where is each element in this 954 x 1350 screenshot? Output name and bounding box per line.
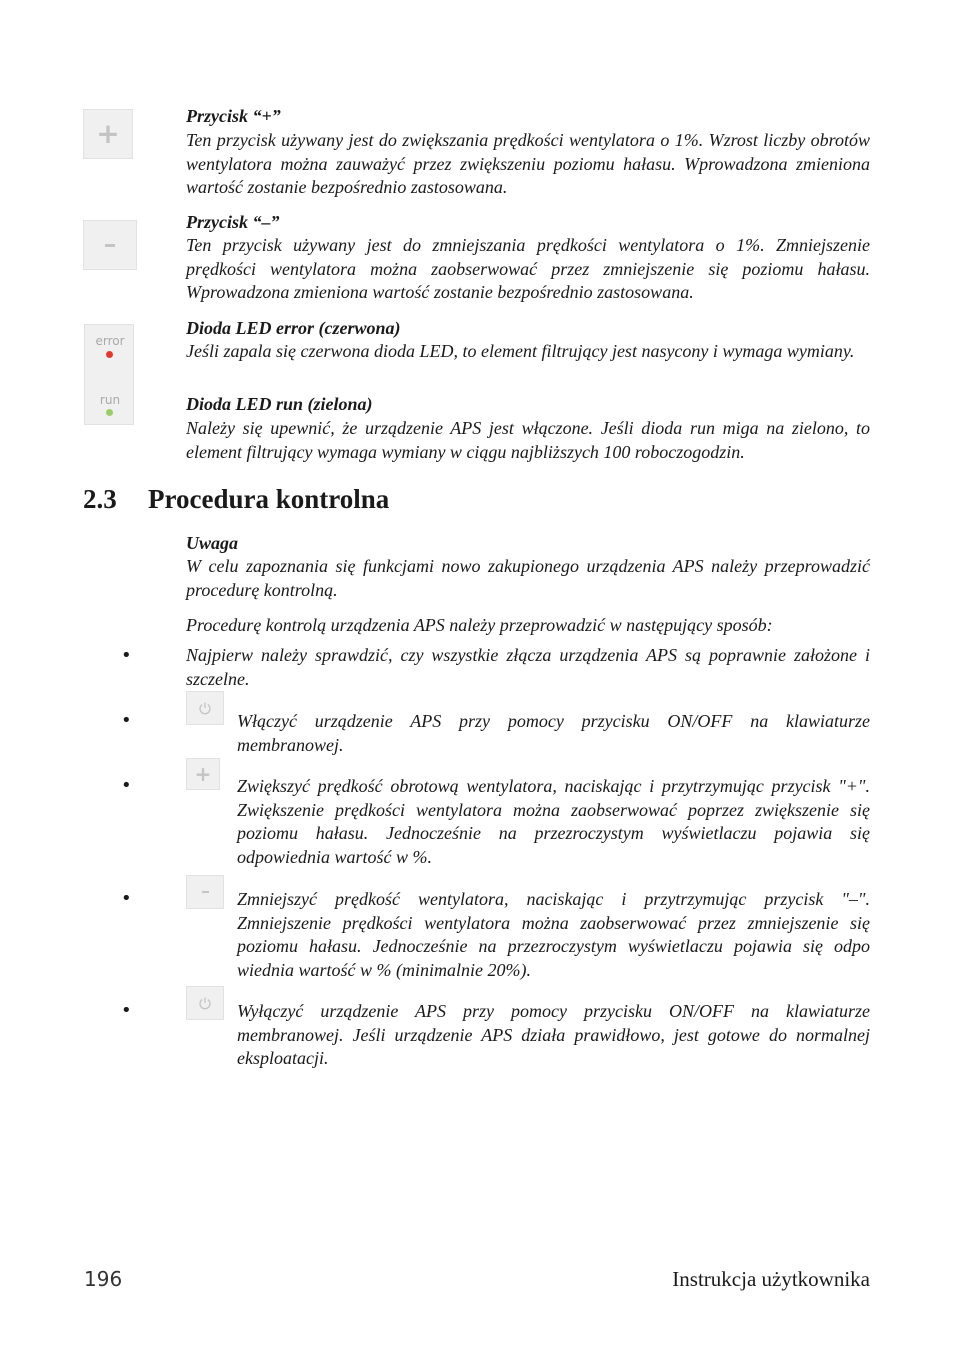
plus-item-title: Przycisk “+” bbox=[186, 106, 281, 126]
step-bullet: • bbox=[121, 710, 132, 731]
led-error-label: error bbox=[95, 334, 125, 348]
minus-item-body: Ten przycisk używany jest do zmniejszania prędkości wentylatora o 1%. Zmniejszenie prędkości wentylatora można zaobserwować przez zmniejszenie się poziomu hałasu. Wprowadzona zmieniona wartość zostanie bezpośrednio zastosowana. bbox=[186, 235, 870, 302]
plus-button-image bbox=[186, 758, 220, 790]
procedure-intro: Procedurę kontrolą urządzenia APS należy przeprowadzić w następujący sposób: bbox=[186, 615, 773, 635]
section-title: Procedura kontrolna bbox=[148, 484, 390, 514]
note-body: W celu zapoznania się funkcjami nowo zakupionego urządzenia APS należy przeprowadzić procedurę kontrolną. bbox=[186, 556, 870, 600]
minus-button-image bbox=[83, 220, 137, 270]
section-number: 2.3 bbox=[83, 484, 117, 514]
note-title: Uwaga bbox=[186, 533, 239, 553]
power-icon bbox=[198, 996, 212, 1010]
led-panel-image bbox=[84, 324, 134, 425]
plus-button-image bbox=[83, 109, 133, 159]
plus-icon: + bbox=[194, 762, 212, 786]
minus-icon bbox=[105, 244, 115, 247]
led-run-dot bbox=[106, 409, 113, 416]
led-run-item-title: Dioda LED run (zielona) bbox=[186, 394, 373, 414]
plus-item-body: Ten przycisk używany jest do zwiększania prędkości wentylatora o 1%. Wzrost liczby obrotów wentylatora można zauważyć przez zwiększeniu poziomu hałasu. Wprowadzona zmieniona wartość zostanie bezpośrednio zastosowana. bbox=[186, 130, 870, 197]
power-button-image bbox=[186, 986, 224, 1020]
step-bullet: • bbox=[121, 645, 132, 666]
led-error-dot bbox=[106, 351, 113, 358]
minus-item-title: Przycisk “–” bbox=[186, 212, 280, 232]
power-icon bbox=[198, 701, 212, 715]
step-bullet: • bbox=[121, 888, 132, 909]
step-bullet: • bbox=[121, 775, 132, 796]
plus-icon: + bbox=[96, 117, 120, 150]
step-4-text: Zmniejszyć prędkość wentylatora, naciskając i przytrzymując przycisk "–". Zmniejszenie prędkości wentylatora można zaobserwować przez zmniejszenie się poziomu hałasu. Jednocześnie na przezroczystym wyświetlaczu pojawia się odpo wiednia wartość w % (minimalnie 20%). bbox=[237, 889, 870, 980]
led-run-item-body: Należy się upewnić, że urządzenie APS jest włączone. Jeśli dioda run miga na zielono, to element filtrujący wymaga wymiany w ciągu najbliższych 100 roboczogodzin. bbox=[186, 418, 870, 462]
power-button-image bbox=[186, 691, 224, 725]
step-2-text: Włączyć urządzenie APS przy pomocy przycisku ON/OFF na klawiaturze membranowej. bbox=[237, 711, 870, 755]
minus-button-image bbox=[186, 875, 224, 909]
minus-icon bbox=[202, 891, 209, 893]
step-5-text: Wyłączyć urządzenie APS przy pomocy przycisku ON/OFF na klawiaturze membranowej. Jeśli urządzenie APS działa prawidłowo, jest gotowe do normalnej eksploatacji. bbox=[237, 1001, 870, 1068]
led-error-item-body: Jeśli zapala się czerwona dioda LED, to element filtrujący jest nasycony i wymaga wymiany. bbox=[186, 341, 855, 361]
page-number: 196 bbox=[84, 1267, 123, 1291]
led-error-item-title: Dioda LED error (czerwona) bbox=[186, 318, 401, 338]
footer-title: Instrukcja użytkownika bbox=[672, 1267, 870, 1291]
step-1-text: Najpierw należy sprawdzić, czy wszystkie złącza urządzenia APS są poprawnie założone i szczelne. bbox=[186, 645, 870, 689]
step-bullet: • bbox=[121, 1000, 132, 1021]
step-3-text: Zwiększyć prędkość obrotową wentylatora, naciskając i przytrzymując przycisk "+". Zwiększenie prędkości wentylatora można zaobserwować poprzez zwiększenie się poziomu hałasu. Jednocześnie na przezroczystym wyświetlaczu pojawia się odpowiednia wartość w %. bbox=[237, 776, 870, 867]
led-run-label: run bbox=[99, 393, 121, 407]
